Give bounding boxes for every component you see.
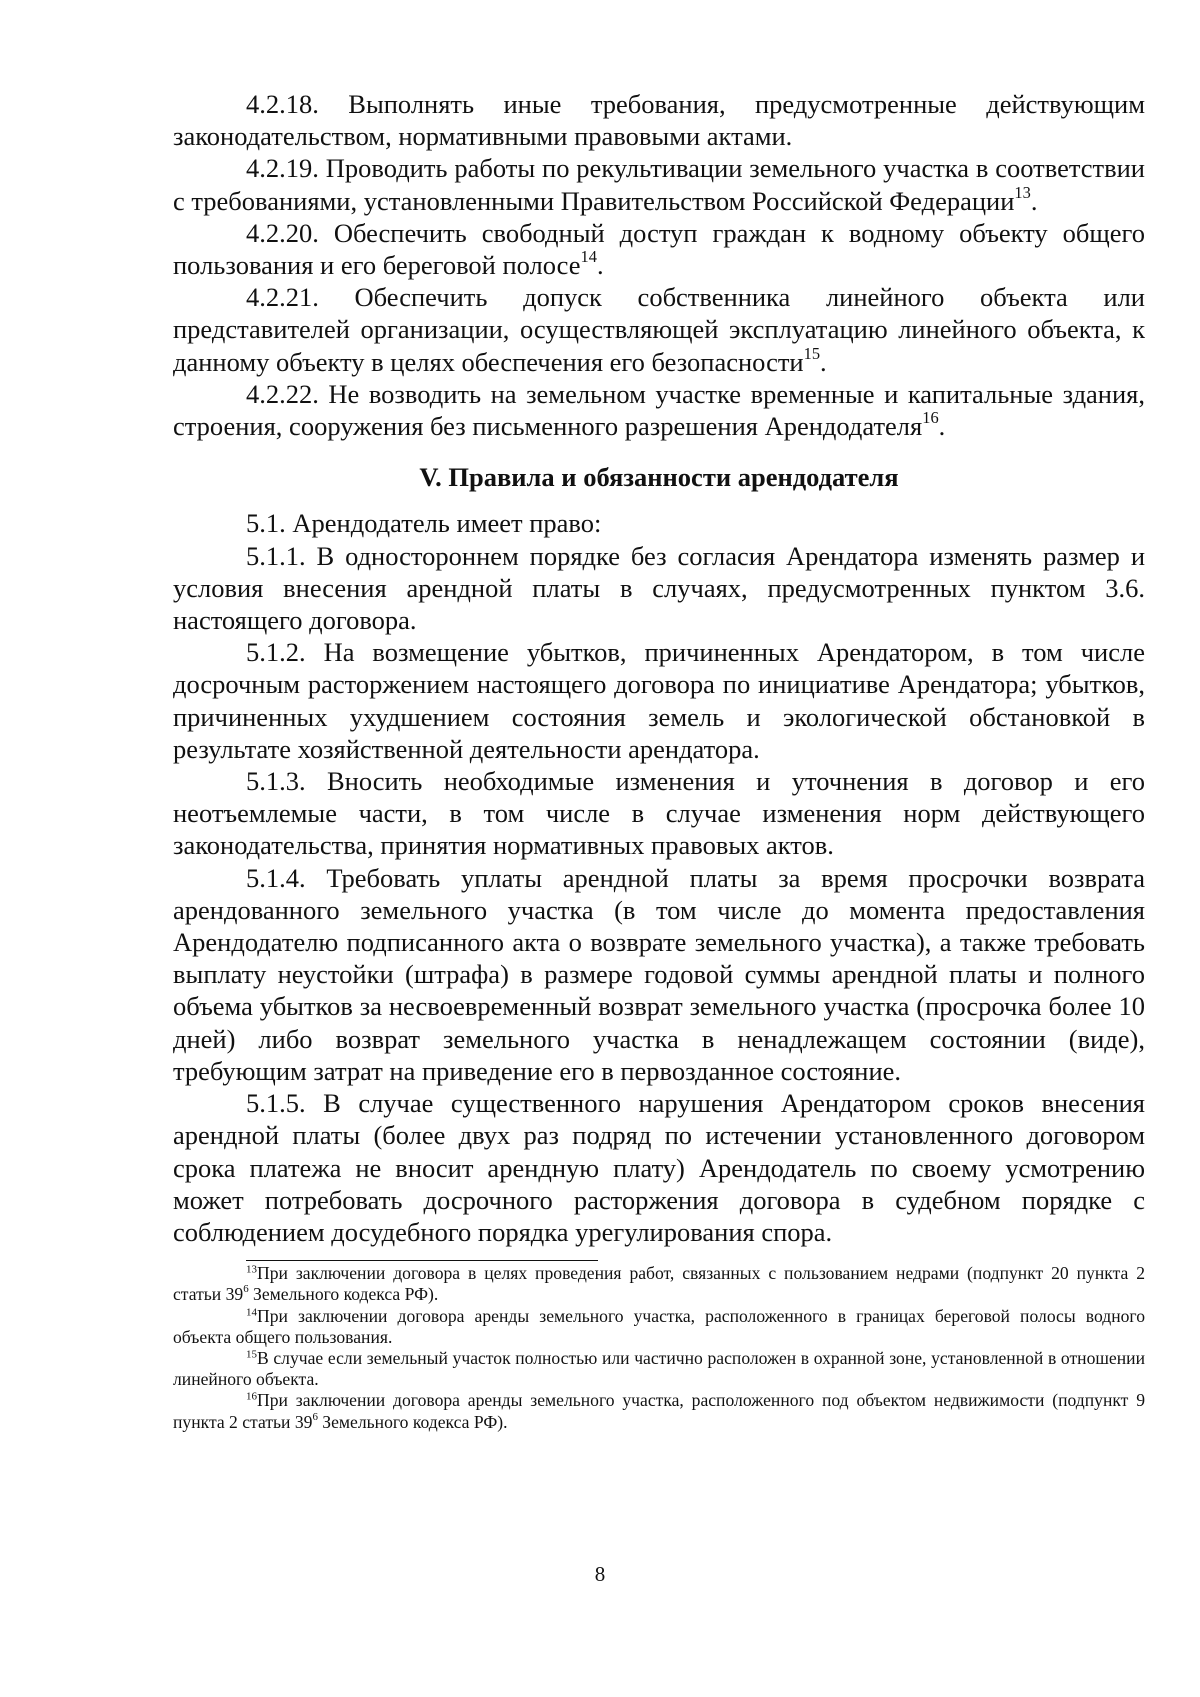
footnote-reference: 16 xyxy=(922,408,939,428)
footnote-mark: 16 xyxy=(246,1390,257,1403)
paragraph-4-2-22 xyxy=(173,378,1145,442)
paragraph-5-1-1: 5.1.1. В одностороннем порядке без согласия Арендатора изменять размер и условия внесения арендной платы в случаях, предусмотренных пунктом 3.6. настоящего договора. xyxy=(173,540,1145,636)
paragraph-5-1-5: 5.1.5. В случае существенного нарушения Арендатором сроков внесения арендной платы (более двух раз подряд по истечении установленного договором срока платежа не вносит арендную плату) Арендодатель по своему усмотрению может потребовать досрочного расторжения договора в судебном порядке с соблюдением досудебного порядка урегулирования спора. xyxy=(173,1088,1145,1247)
paragraph-text: 4.2.18. Выполнять иные требования, предусмотренные действующим законодательством, нормативными правовыми актами. xyxy=(173,89,1145,152)
paragraph-5-1: 5.1. Арендодатель имеет право: xyxy=(246,508,602,539)
footnote-15 xyxy=(173,1348,1145,1390)
footnote-text: При заключении договора аренды земельного участка, расположенного под объектом недвижимости (подпункт 9 пункта 2 статьи 39 xyxy=(173,1390,1145,1432)
paragraph-5-1-2: 5.1.2. На возмещение убытков, причиненных Арендатором, в том числе досрочным расторжением настоящего договора по инициативе Арендатора; убытков, причиненных ухудшением состояния земель и экологической обстановкой в результате хозяйственной деятельности арендатора. xyxy=(173,637,1145,764)
paragraph-text: 4.2.22. Не возводить на земельном участке временные и капитальные здания, строения, сооружения без письменного разрешения Арендодателя xyxy=(173,378,1145,442)
paragraph-4-2-21 xyxy=(173,281,1145,378)
superscript: 6 xyxy=(243,1283,249,1296)
footnote-tail: Земельного кодекса РФ). xyxy=(248,1284,439,1305)
footnote-text: При заключении договора в целях проведения работ, связанных с пользованием недрами (подпункт 20 пункта 2 статьи 39 xyxy=(173,1263,1145,1305)
paragraph-4-2-18 xyxy=(173,88,1145,152)
document-page xyxy=(173,88,1145,1433)
paragraph-tail: . xyxy=(820,346,827,377)
paragraph-tail: . xyxy=(938,411,946,442)
footnote-mark: 15 xyxy=(246,1348,257,1361)
footnote-13 xyxy=(173,1263,1145,1305)
footnote-reference: 14 xyxy=(580,247,597,267)
footnote-16 xyxy=(173,1390,1145,1432)
footnote-tail: Земельного кодекса РФ). xyxy=(317,1411,508,1432)
footnote-text: В случае если земельный участок полностью или частично расположен в охранной зоне, установленной в отношении линейного объекта. xyxy=(173,1347,1145,1390)
paragraph-5-1-3: 5.1.3. Вносить необходимые изменения и уточнения в договор и его неотъемлемые части, в том числе в случае изменения норм действующего законодательства, принятия нормативных правовых актов. xyxy=(173,766,1145,861)
footnote-mark: 13 xyxy=(246,1263,257,1276)
footnote-reference: 15 xyxy=(803,343,821,363)
superscript: 6 xyxy=(312,1410,318,1423)
footnote-14 xyxy=(173,1306,1145,1348)
paragraph-4-2-20 xyxy=(173,217,1145,281)
paragraph-5-1-4: 5.1.4. Требовать уплаты арендной платы за время просрочки возврата арендованного земельного участка (в том числе до момента предоставления Арендодателю подписанного акта о возврате земельного участка), а также требовать выплату неустойки (штрафа) в размере годовой суммы арендной платы и полного объема убытков за несвоевременный возврат земельного участка (просрочка более 10 дней) либо возврат земельного участка в ненадлежащем состоянии (виде), требующим затрат на приведение его в первозданное состояние. xyxy=(173,862,1145,1086)
footnote-reference: 13 xyxy=(1014,182,1031,202)
paragraph-text: 4.2.20. Обеспечить свободный доступ граждан к водному объекту общего пользования и его береговой полосе xyxy=(173,217,1145,281)
paragraph-text: 4.2.21. Обеспечить допуск собственника линейного объекта или представителей организации, осуществляющей эксплуатацию линейного объекта, к данному объекту в целях обеспечения его безопасности xyxy=(173,282,1145,377)
footnote-text: При заключении договора аренды земельного участка, расположенного в границах береговой полосы водного объекта общего пользования. xyxy=(173,1305,1145,1347)
section-title: V. Правила и обязанности арендодателя xyxy=(419,462,899,493)
page-number: 8 xyxy=(594,1562,606,1586)
paragraph-tail: . xyxy=(596,250,604,281)
footnote-mark: 14 xyxy=(246,1305,257,1318)
paragraph-text: 4.2.19. Проводить работы по рекультивации земельного участка в соответствии с требованиями, установленными Правительством Российской Федерации xyxy=(173,153,1145,216)
footnote-separator xyxy=(246,1260,598,1261)
paragraph-tail: . xyxy=(1030,185,1038,216)
paragraph-4-2-19 xyxy=(173,152,1145,216)
